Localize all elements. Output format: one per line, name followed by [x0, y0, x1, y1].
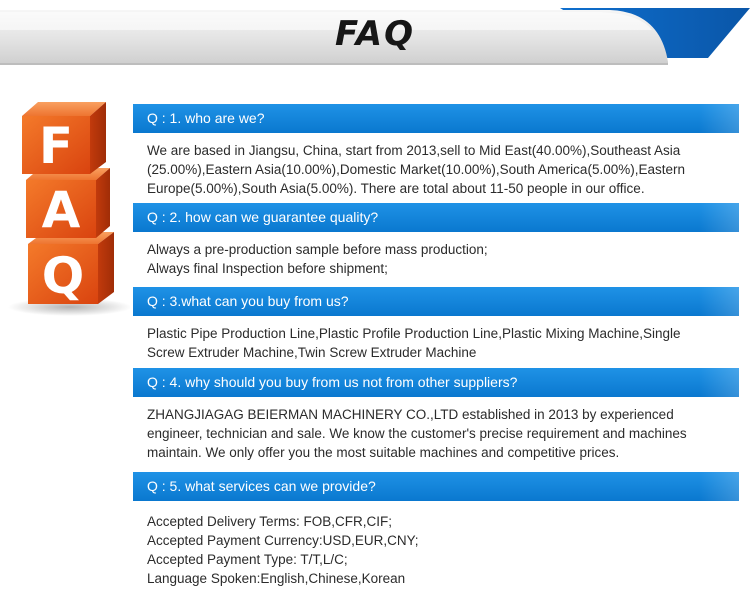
answer-line: Europe(5.00%),South Asia(5.00%). There are total about 11-50 people in our office. — [147, 181, 645, 196]
answer-line: Plastic Pipe Production Line,Plastic Profile Production Line,Plastic Mixing Machine,Single — [147, 326, 681, 341]
answer-line: Always final Inspection before shipment; — [147, 261, 388, 276]
faq-question-3: Q : 3.what can you buy from us? — [133, 287, 739, 316]
answer-line: Always a pre-production sample before mass production; — [147, 242, 488, 257]
cube-letter-f: F — [38, 117, 74, 175]
faq-question-5: Q : 5. what services can we provide? — [133, 472, 739, 501]
faq-cubes-illustration — [0, 92, 130, 322]
cube-letter-a: A — [41, 181, 81, 239]
answer-line: ZHANGJIAGAG BEIERMAN MACHINERY CO.,LTD established in 2013 by experienced — [147, 407, 674, 422]
answer-line: (25.00%),Eastern Asia(10.00%),Domestic Market(10.00%),South America(5.00%),Eastern — [147, 162, 685, 177]
faq-answer-3 — [133, 316, 739, 368]
page-title: FAQ — [334, 14, 416, 54]
faq-banner — [0, 0, 750, 80]
faq-answer-5 — [133, 501, 739, 592]
answer-line: Accepted Delivery Terms: FOB,CFR,CIF; — [147, 514, 393, 529]
faq-list — [133, 104, 739, 592]
answer-line: We are based in Jiangsu, China, start from 2013,sell to Mid East(40.00%),Southeast Asia — [147, 143, 681, 158]
faq-question-1: Q : 1. who are we? — [133, 104, 739, 133]
answer-line: Accepted Payment Type: T/T,L/C; — [147, 552, 348, 567]
faq-question-2: Q : 2. how can we guarantee quality? — [133, 203, 739, 232]
answer-line: maintain. We only offer you the most suitable machines and competitive prices. — [147, 445, 620, 460]
answer-line: Accepted Payment Currency:USD,EUR,CNY; — [147, 533, 419, 548]
answer-line: Language Spoken:English,Chinese,Korean — [147, 571, 406, 586]
faq-answer-2 — [133, 232, 739, 287]
answer-line: Screw Extruder Machine,Twin Screw Extruder Machine — [147, 345, 477, 360]
answer-line: engineer, technician and sale. We know the customer's precise requirement and machines — [147, 426, 687, 441]
faq-answer-1 — [133, 133, 739, 203]
cube-letter-q: Q — [41, 247, 85, 305]
faq-answer-4 — [133, 397, 739, 472]
faq-question-4: Q : 4. why should you buy from us not from other suppliers? — [133, 368, 739, 397]
